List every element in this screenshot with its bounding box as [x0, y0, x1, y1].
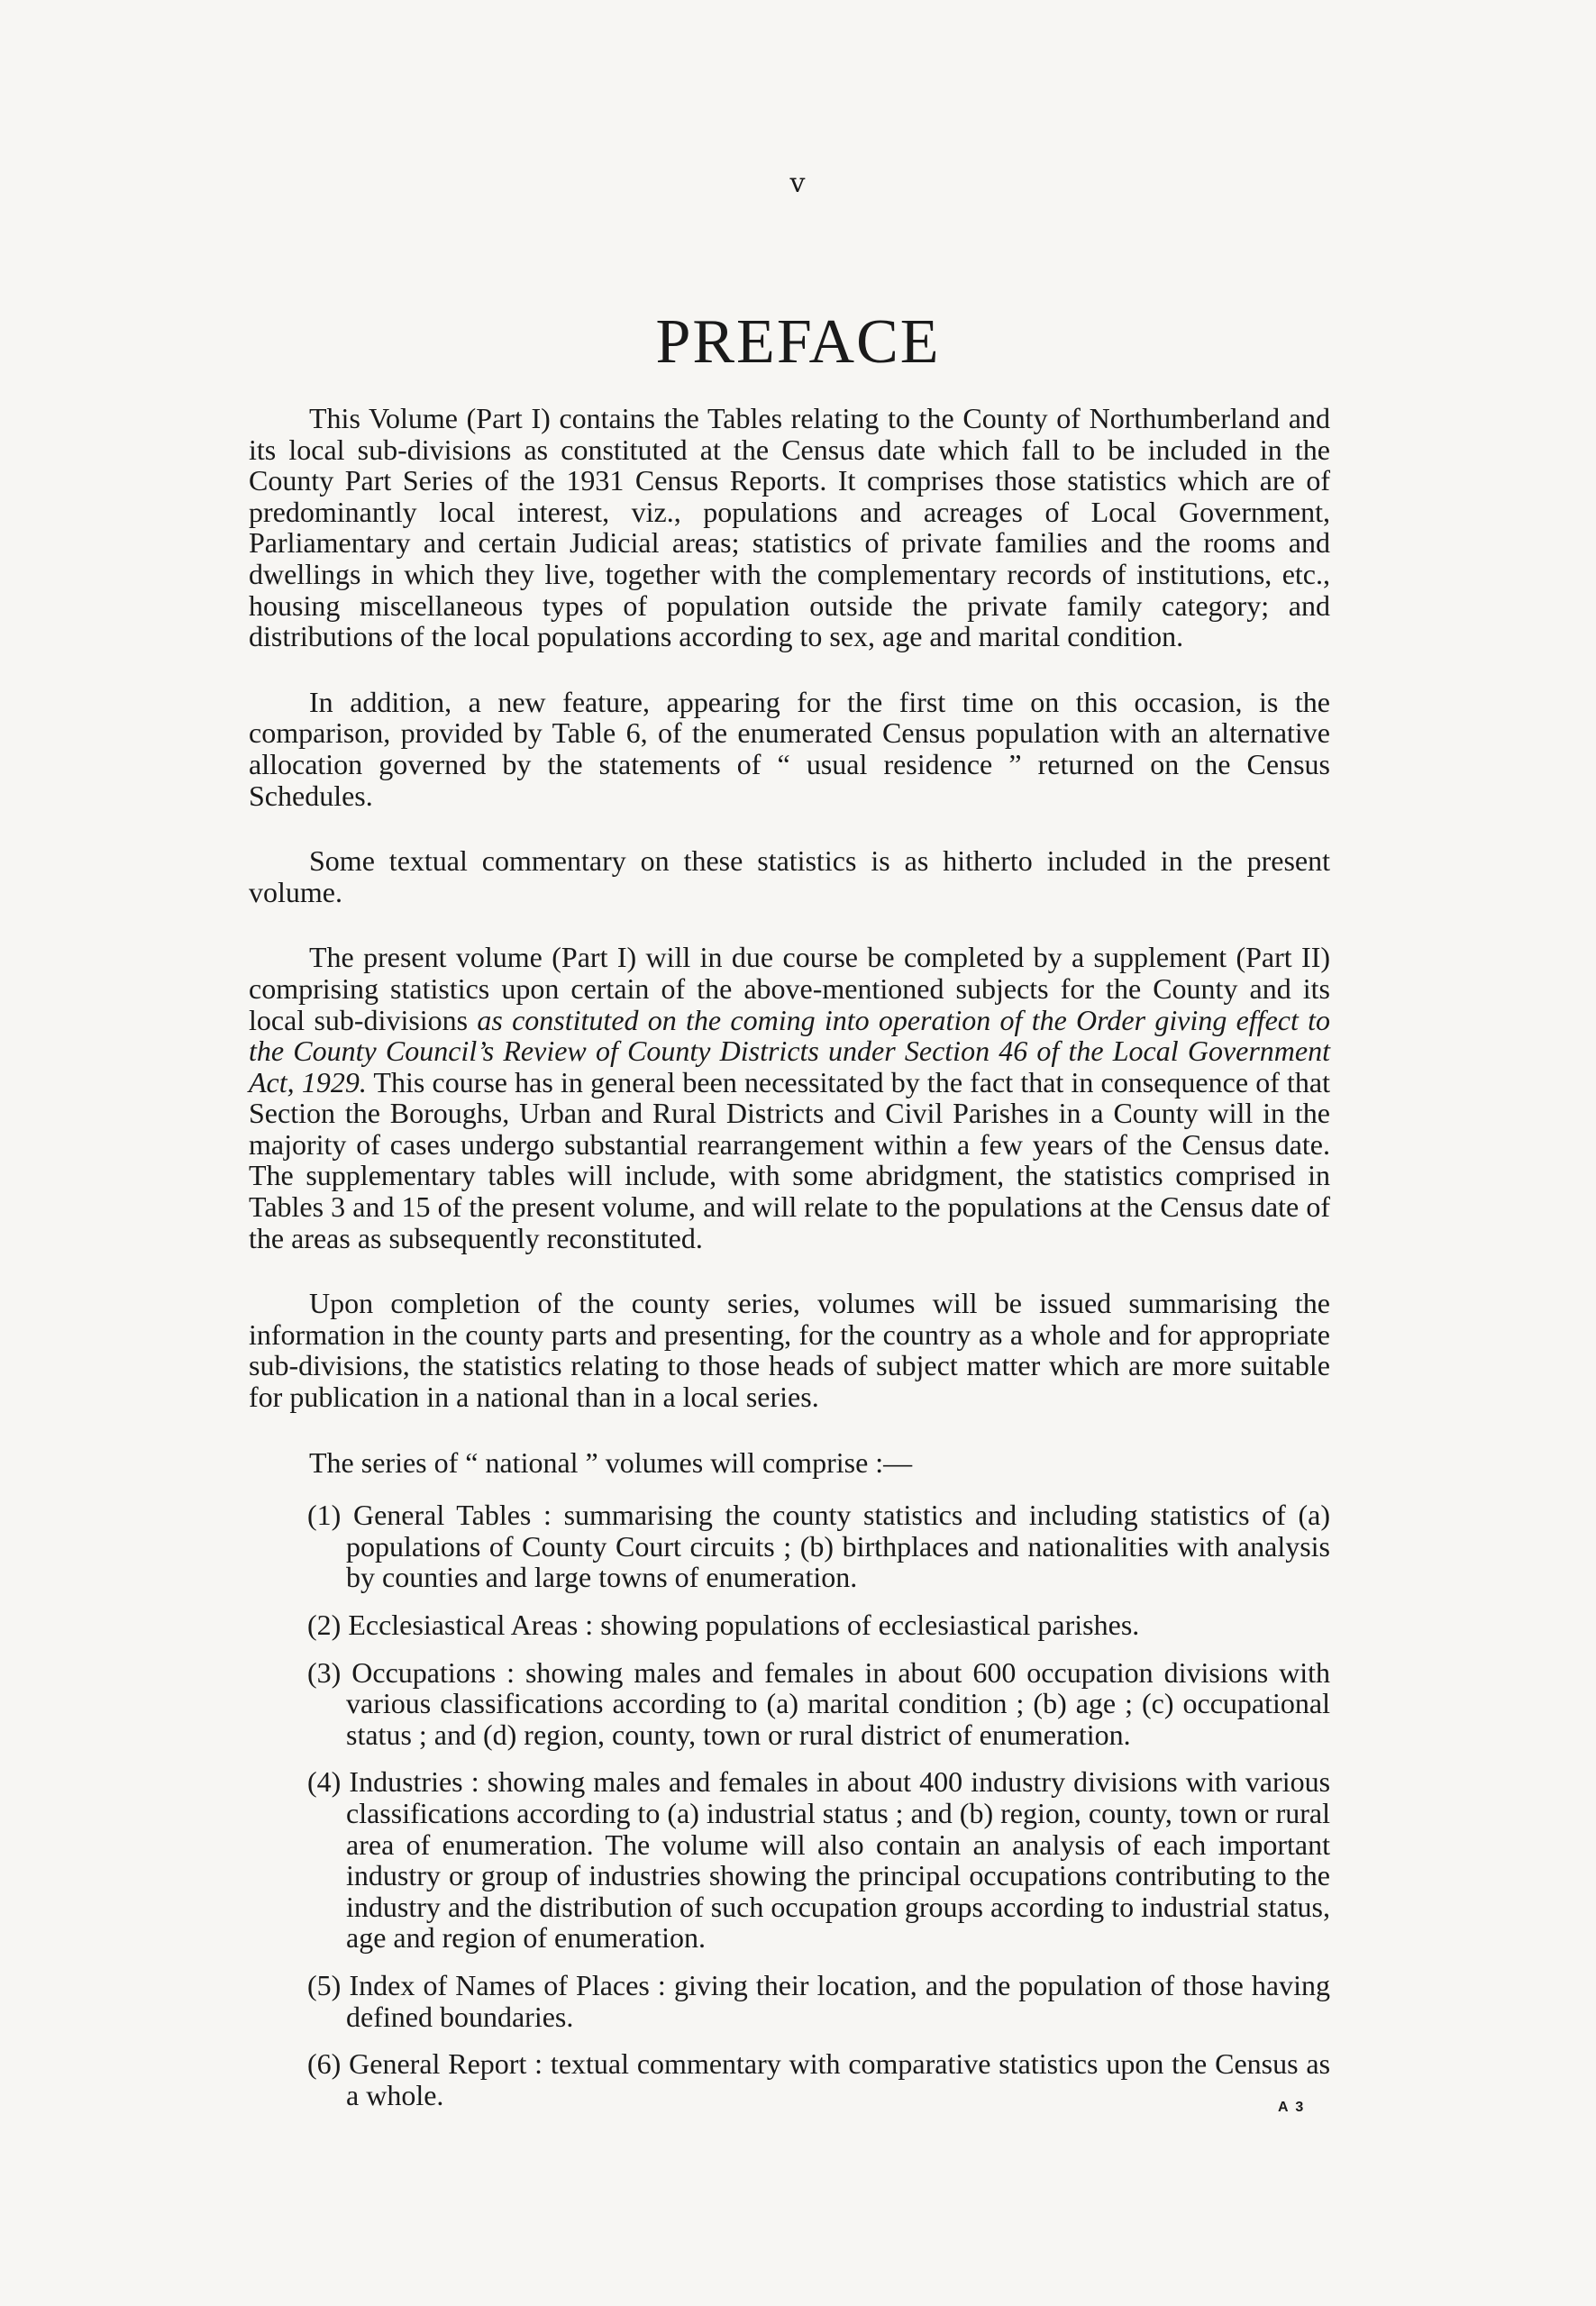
list-item-name: General Report :: [349, 2047, 543, 2081]
list-item-description: summarising the county statistics and including statistics of (a) populations of County Court circuits ; (b) birthplaces and nationalities with analysis by counties and large towns of enumeration.: [346, 1499, 1331, 1594]
list-item: [249, 1609, 1330, 1641]
national-volumes-list: [249, 1499, 1330, 2110]
page-title: PREFACE: [655, 307, 941, 377]
preface-body: [249, 403, 1330, 2127]
signature-mark: A 3: [1278, 2100, 1306, 2115]
paragraph-series-intro: The series of “ national ” volumes will comprise :—: [309, 1445, 913, 1479]
paragraph-supplement: [249, 942, 1330, 1253]
list-item: [249, 1499, 1330, 1593]
list-item-number: (2): [307, 1609, 342, 1641]
paragraph-supplement-italic: as constituted on the coming into operation of the Order giving effect to the County Council’s Review of County Districts under Section 46 of the Local Government Act, 1929.: [249, 1003, 1331, 1098]
list-item: [249, 1657, 1330, 1751]
paragraph-scope: This Volume (Part I) contains the Tables relating to the County of Northumberland and its local sub-divisions as constituted at the Census date which fall to be included in the County Part Series of the 1931 Census Reports. It comprises those statistics which are of predominantly local interest, viz., populations and acreages of Local Government, Parliamentary and certain Judicial areas; statistics of private families and the rooms and dwellings in which they live, together with the complementary records of institutions, etc., housing miscellaneous types of population outside the private family category; and distributions of the local populations according to sex, age and marital condition.: [249, 402, 1330, 653]
list-item-name: Industries :: [349, 1765, 479, 1799]
list-item-description: giving their location, and the population of those having defined boundaries.: [346, 1968, 1331, 2033]
paragraph-supplement-tail: This course has in general been necessitated by the fact that in consequence of that Section the Boroughs, Urban and Rural Districts and Civil Parishes in a County will in the majority of cases undergo substantial rearrangement within a few years of the Census date. The supplementary tables will include, with some abridgment, the statistics comprised in Tables 3 and 15 of the present volume, and will relate to the populations at the Census date of the areas as subsequently reconstituted.: [249, 1065, 1331, 1254]
list-item-number: (5): [307, 1968, 342, 2001]
list-item-description: textual commentary with comparative statistics upon the Census as a whole.: [346, 2047, 1331, 2111]
list-item-number: (6): [307, 2047, 342, 2081]
list-item-number: (4): [307, 1765, 342, 1799]
paragraph-commentary: Some textual commentary on these statistics is as hitherto included in the present volume.: [249, 844, 1330, 908]
list-item-description: showing populations of ecclesiastical parishes.: [600, 1609, 1140, 1641]
list-item-description: showing males and females in about 600 occupation divisions with various classifications according to (a) marital condition ; (b) age ; (c) occupational status ; and (d) region, county, town or rural district of enumeration.: [346, 1655, 1331, 1751]
list-item-name: Occupations :: [351, 1655, 515, 1689]
list-item-description: showing males and females in about 400 industry divisions with various classifications according to (a) industrial status ; and (b) region, county, town or rural area of enumeration. The volume will also contain an analysis of each important industry or group of industries showing the principal occupations contributing to the industry and the distribution of such occupation groups according to industrial status, age and region of enumeration.: [346, 1765, 1331, 1955]
paragraph-usual-residence: In addition, a new feature, appearing for the first time on this occasion, is the comparison, provided by Table 6, of the enumerated Census population with an alternative allocation governed by the statements of “ usual residence ” returned on the Census Schedules.: [249, 685, 1330, 812]
list-item-name: Index of Names of Places :: [349, 1968, 666, 2001]
list-item: [249, 2048, 1330, 2110]
list-item: [249, 1766, 1330, 1954]
paragraph-national-series: Upon completion of the county series, volumes will be issued summarising the information in the county parts and presenting, for the country as a whole and for appropriate sub-divisions, the statistics relating to those heads of subject matter which are more suitable for publication in a national than in a local series.: [249, 1287, 1330, 1414]
page-number: v: [789, 168, 807, 199]
list-item-number: (3): [307, 1655, 342, 1689]
list-item-name: General Tables :: [352, 1499, 552, 1532]
list-item-name: Ecclesiastical Areas :: [348, 1609, 594, 1641]
list-item: [249, 1970, 1330, 2032]
list-item-number: (1): [307, 1499, 342, 1532]
paragraph-supplement-lead: The present volume (Part I) will in due course be completed by a supplement (Part II) comprising statistics upon certain of the above-mentioned subjects for the County and its local sub-divisions: [249, 941, 1330, 1036]
